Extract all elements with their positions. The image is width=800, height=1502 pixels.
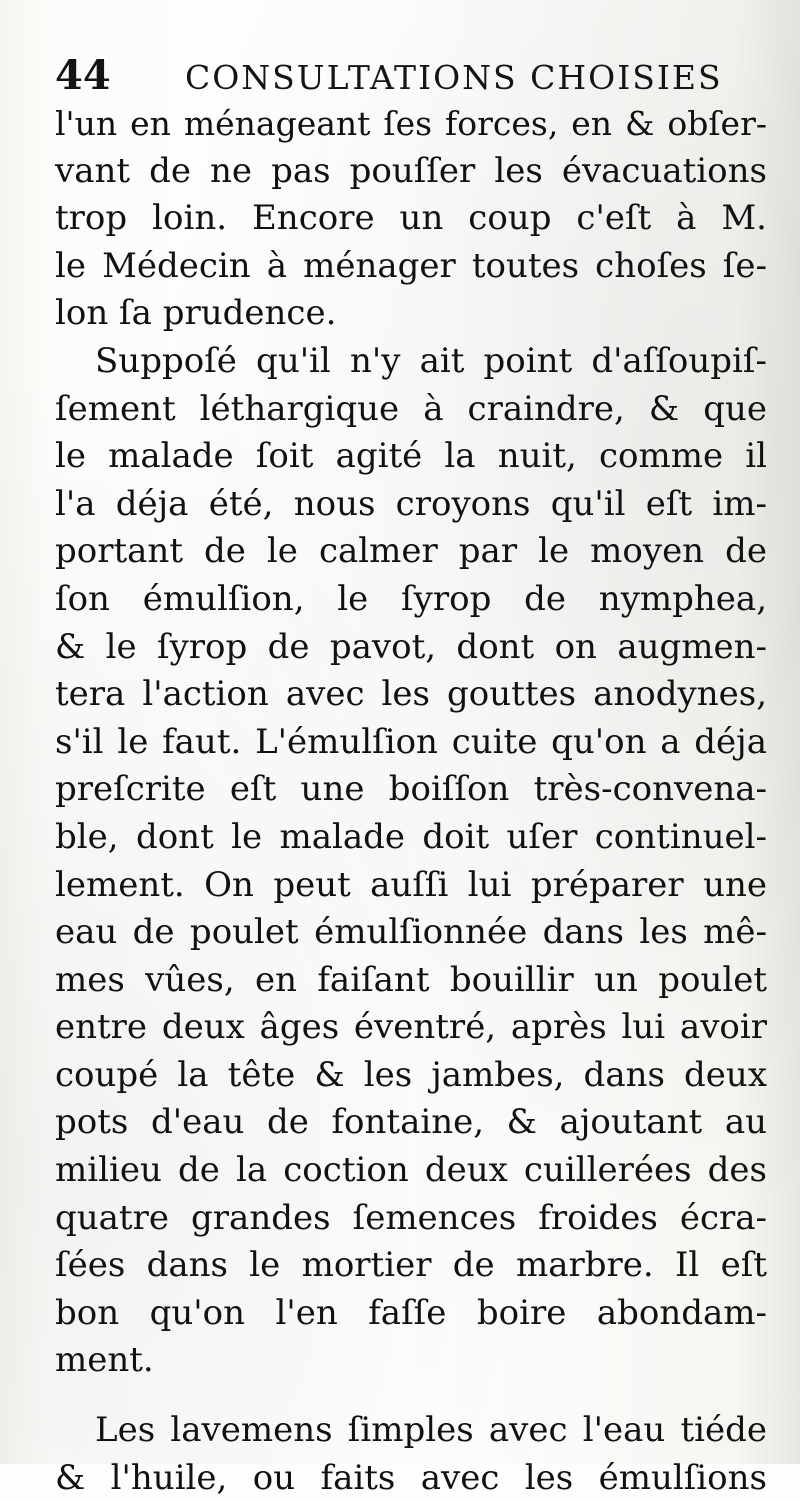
- text-line: quatre grandes ſemences froides écra-: [55, 1197, 767, 1238]
- text-line: milieu de la coction deux cuillerées des: [55, 1150, 767, 1191]
- text-line: s'il le faut. L'émulſion cuite qu'on a déja: [55, 721, 767, 762]
- text-line: l'a déja été, nous croyons qu'il eſt im-: [55, 483, 767, 524]
- text-line: ſon émulſion, le ſyrop de nymphea,: [55, 578, 767, 619]
- text-line: trop loin. Encore un coup c'eſt à M.: [55, 198, 767, 239]
- text-line: mes vûes, en faiſant bouillir un poulet: [55, 959, 767, 1000]
- page-header: [55, 48, 755, 100]
- text-line: tera l'action avec les gouttes anodynes,: [55, 674, 767, 715]
- running-head: CONSULTATIONS CHOISIES: [185, 58, 723, 97]
- text-line: eau de poulet émulſionnée dans les mê-: [55, 912, 767, 953]
- text-line: le Médecin à ménager toutes choſes ſe-: [55, 245, 767, 286]
- text-line: lon ſa prudence.: [55, 293, 337, 334]
- text-line: vant de ne pas pouſſer les évacuations: [55, 150, 767, 191]
- text-line: le malade ſoit agité la nuit, comme il: [55, 436, 767, 477]
- text-line: & le ſyrop de pavot, dont on augmen-: [55, 626, 767, 667]
- text-line: preſcrite eſt une boiſſon très-convena-: [55, 769, 767, 810]
- text-line: ment.: [55, 1340, 154, 1381]
- text-line: ble, dont le malade doit uſer continuel-: [55, 816, 767, 857]
- text-line: ſées dans le mortier de marbre. Il eſt: [55, 1245, 767, 1286]
- text-line: Les lavemens ſimples avec l'eau tiéde: [95, 1410, 767, 1451]
- text-line: entre deux âges éventré, après lui avoir: [55, 1007, 767, 1048]
- text-line: lement. On peut auſſi lui préparer une: [55, 864, 767, 905]
- text-line: Suppoſé qu'il n'y ait point d'aſſoupiſ-: [95, 340, 767, 381]
- page-number: 44: [55, 52, 111, 99]
- text-line: pots d'eau de fontaine, & ajoutant au: [55, 1102, 767, 1143]
- body-text: [55, 100, 767, 1502]
- text-line: coupé la tête & les jambes, dans deux: [55, 1054, 767, 1095]
- text-line: & l'huile, ou faits avec les émulſions: [55, 1457, 767, 1498]
- text-line: l'un en ménageant ſes forces, en & obſer-: [55, 104, 767, 143]
- text-line: ſement léthargique à craindre, & que: [55, 388, 767, 429]
- text-line: bon qu'on l'en faſſe boire abondam-: [55, 1292, 767, 1333]
- text-line: portant de le calmer par le moyen de: [55, 531, 767, 572]
